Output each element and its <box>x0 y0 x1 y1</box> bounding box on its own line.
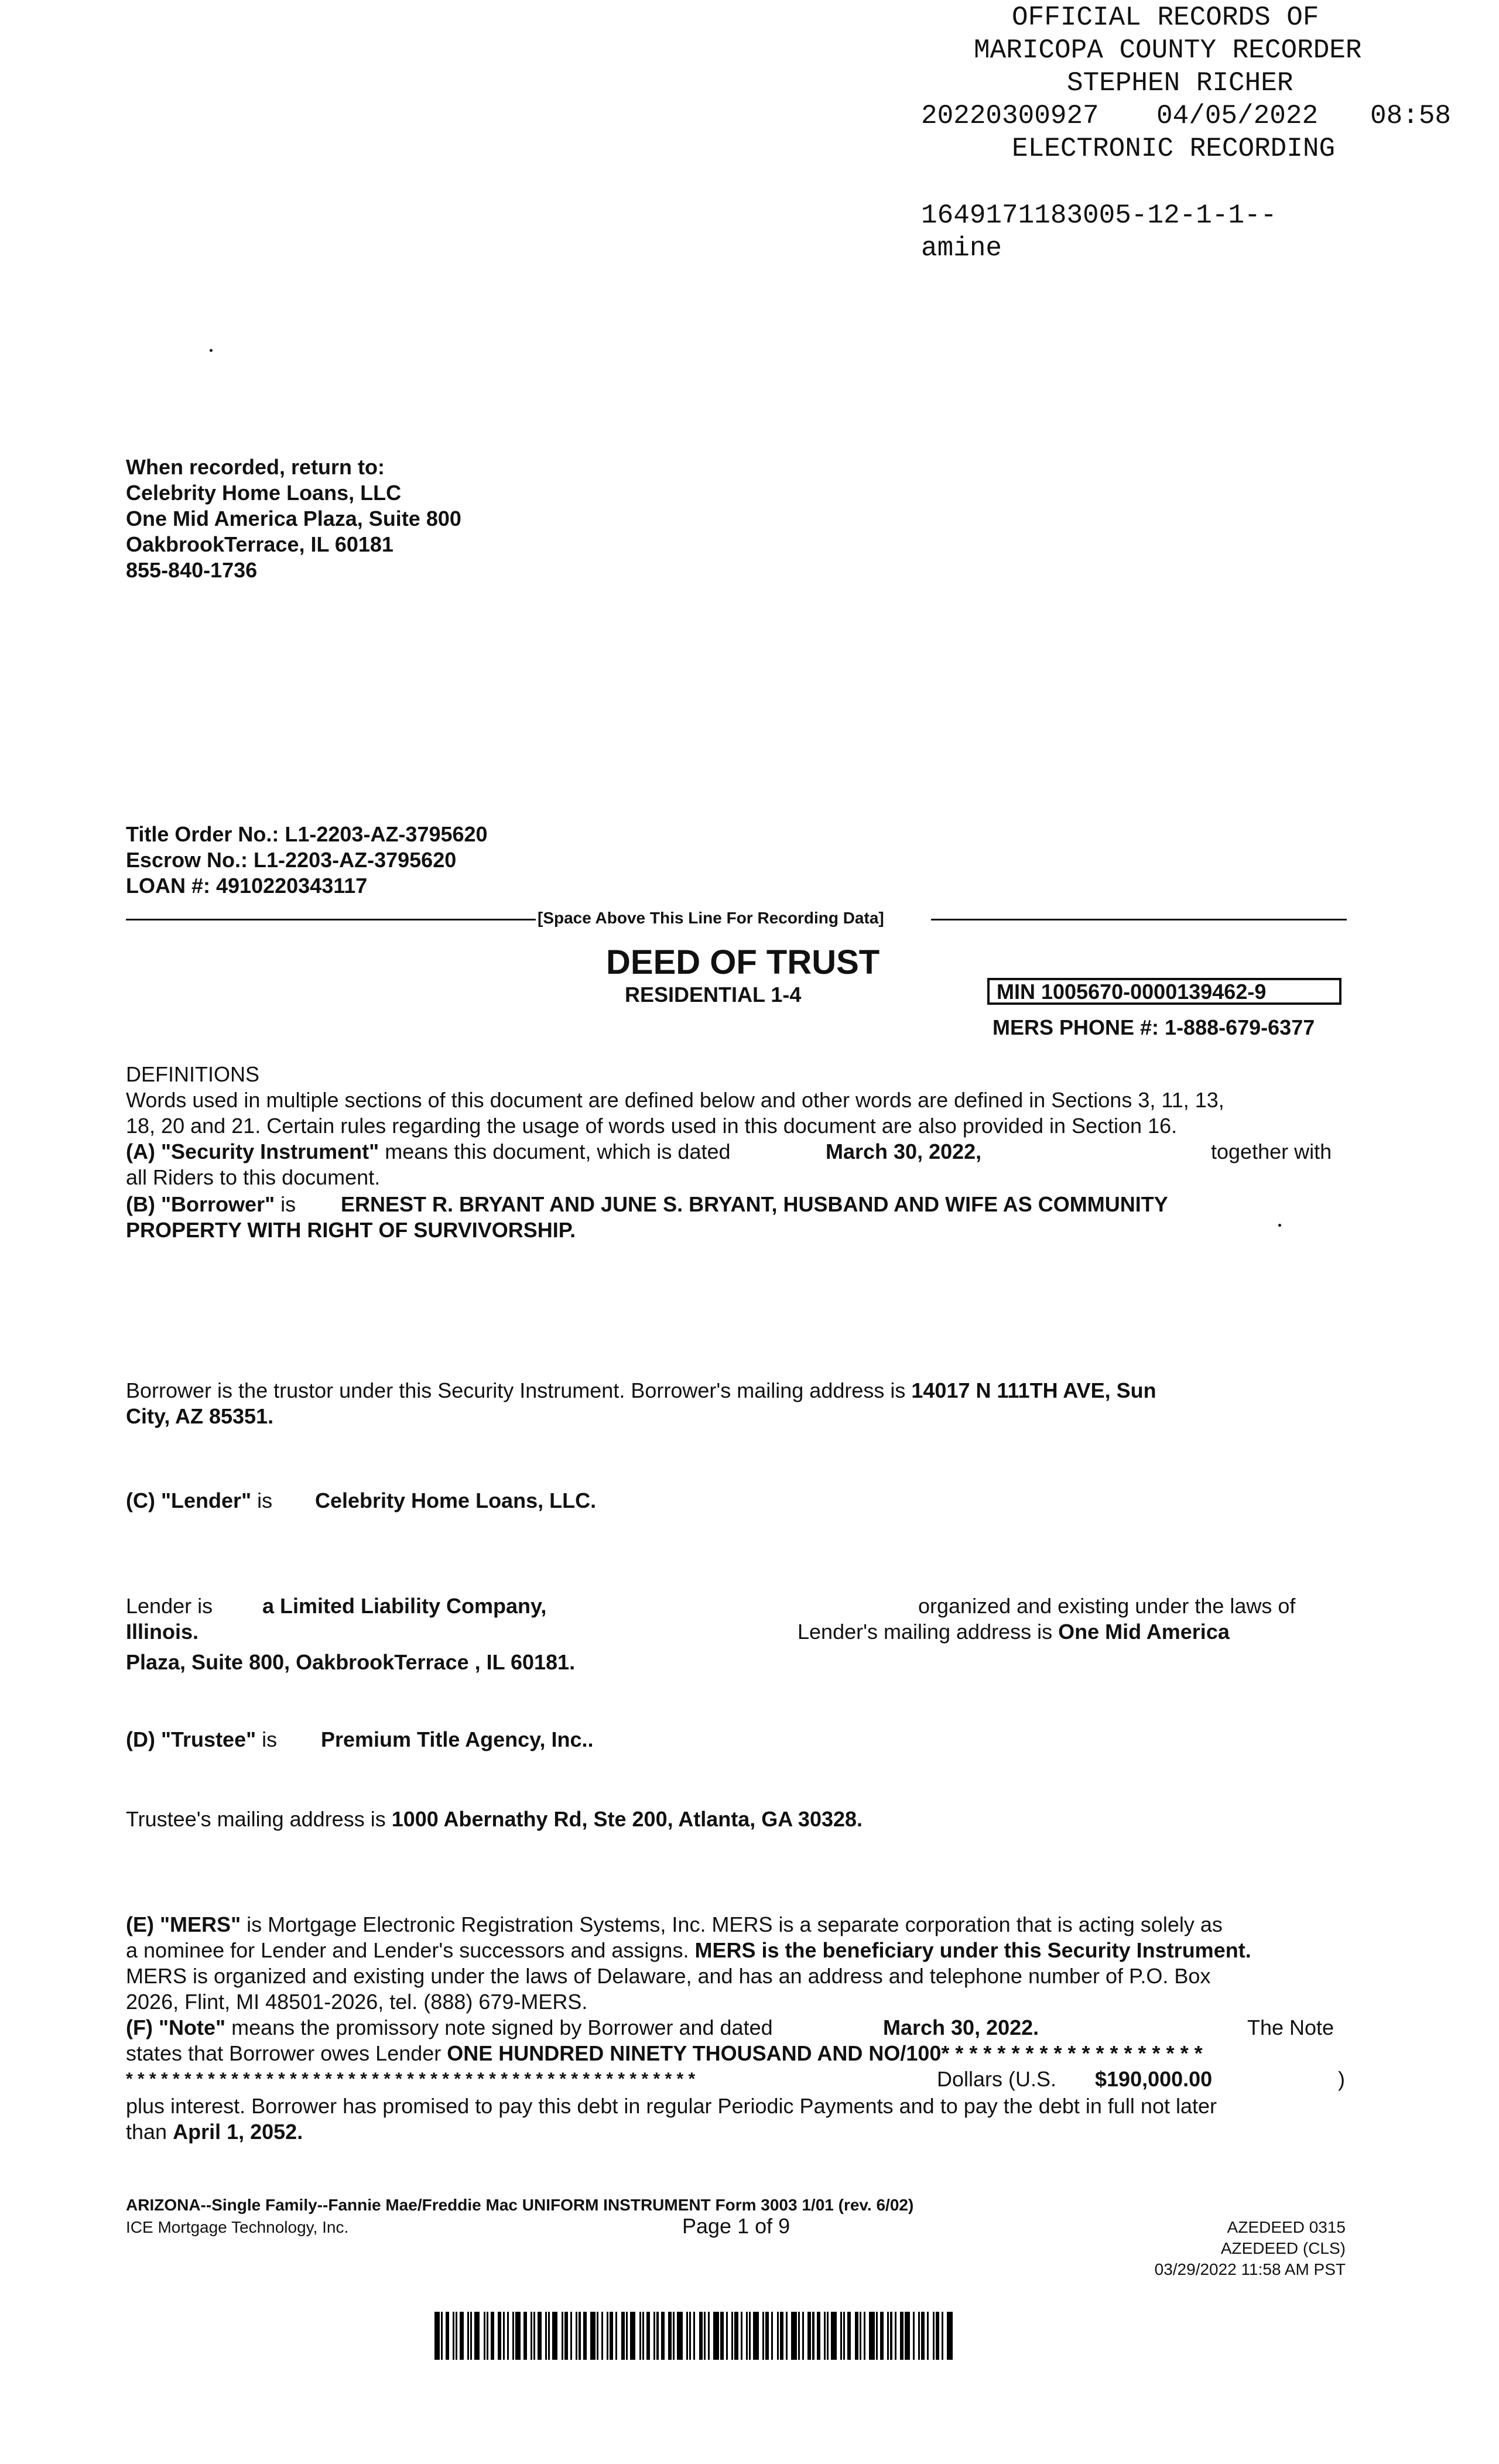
lender-is: Lender is <box>126 1594 213 1618</box>
owes-text: states that Borrower owes Lender <box>126 2041 447 2065</box>
definition-b <box>126 1191 296 1218</box>
barcode-bar <box>491 2312 494 2360</box>
definition-f-label: (F) "Note" <box>126 2015 226 2039</box>
barcode-bar <box>791 2312 796 2360</box>
barcode-bar <box>564 2312 568 2360</box>
recorder-stamp-line1: OFFICIAL RECORDS OF <box>1012 2 1319 33</box>
definition-e-line4: 2026, Flint, MI 48501-2026, tel. (888) 679-MERS. <box>126 1990 588 2014</box>
barcode-bar <box>689 2312 691 2360</box>
recorder-stamp-line3: STEPHEN RICHER <box>1067 68 1293 98</box>
borrower-name-1: ERNEST R. BRYANT AND JUNE S. BRYANT, HUSBAND AND WIFE AS COMMUNITY <box>341 1192 1168 1216</box>
footer-timestamp: 03/29/2022 11:58 AM PST <box>1154 2260 1346 2278</box>
footer-code-1: AZEDEED 0315 <box>1227 2218 1346 2236</box>
definition-c <box>126 1487 272 1514</box>
lender-state: Illinois. <box>126 1620 199 1644</box>
barcode-bar <box>562 2312 563 2360</box>
trustor-line <box>126 1377 1156 1404</box>
return-to-phone: 855-840-1736 <box>126 558 258 582</box>
recorder-operator: amine <box>921 233 1002 263</box>
barcode-bar <box>498 2312 501 2360</box>
footer-form-line: ARIZONA--Single Family--Fannie Mae/Freddie Mac UNIFORM INSTRUMENT Form 3003 1/01 (rev. 6/02) <box>126 2196 914 2214</box>
barcode-bar <box>708 2312 710 2360</box>
barcode-bar <box>668 2312 672 2360</box>
barcode-bar <box>661 2312 665 2360</box>
lender-address-2: Plaza, Suite 800, OakbrookTerrace , IL 60181. <box>126 1650 576 1674</box>
barcode-bar <box>552 2312 557 2360</box>
recorder-time: 08:58 <box>1370 101 1452 131</box>
borrower-address-1: 14017 N 111TH AVE, Sun <box>911 1378 1156 1402</box>
barcode-bar <box>741 2312 742 2360</box>
together-with: together with <box>1211 1139 1332 1163</box>
definition-a-label: (A) "Security Instrument" <box>126 1139 379 1163</box>
barcode-bar <box>905 2312 910 2360</box>
barcode-bar <box>921 2312 925 2360</box>
barcode-bar <box>734 2312 738 2360</box>
footer-code-2: AZEDEED (CLS) <box>1220 2239 1346 2257</box>
barcode-bar <box>855 2312 858 2360</box>
barcode-bar <box>470 2312 472 2360</box>
definition-d-is: is <box>256 1727 278 1751</box>
amount-close-paren: ) <box>1338 2067 1345 2091</box>
barcode-bar <box>507 2312 509 2360</box>
barcode-bar <box>840 2312 842 2360</box>
barcode-bar <box>512 2312 514 2360</box>
footer-page-number: Page 1 of 9 <box>682 2214 790 2238</box>
barcode-bar <box>746 2312 748 2360</box>
barcode-bar <box>460 2312 463 2360</box>
barcode-bar <box>523 2312 527 2360</box>
escrow-number: Escrow No.: L1-2203-AZ-3795620 <box>126 848 457 872</box>
return-to-address1: One Mid America Plaza, Suite 800 <box>126 507 461 531</box>
definition-a <box>126 1138 731 1165</box>
barcode-bar <box>693 2312 695 2360</box>
barcode-bar <box>817 2312 820 2360</box>
barcode-bar <box>798 2312 800 2360</box>
barcode-bar <box>548 2312 550 2360</box>
definitions-intro-2: 18, 20 and 21. Certain rules regarding the usage of words used in this document are also provided in Section 16. <box>126 1114 1178 1138</box>
definition-a-text: means this document, which is dated <box>379 1139 731 1163</box>
barcode-bar <box>597 2312 598 2360</box>
barcode-bar <box>933 2312 935 2360</box>
barcode-bar <box>538 2312 541 2360</box>
recorder-date: 04/05/2022 <box>1156 101 1319 131</box>
barcode-bar <box>615 2312 617 2360</box>
barcode-bar <box>864 2312 865 2360</box>
barcode-bar <box>576 2312 577 2360</box>
definition-b-is: is <box>275 1192 296 1216</box>
loan-amount: $190,000.00 <box>1095 2067 1213 2091</box>
definition-e-text: is Mortgage Electronic Registration Systems, Inc. MERS is a separate corporation that is acting solely as <box>241 1912 1223 1936</box>
lender-mailing-text: Lender's mailing address is <box>798 1620 1059 1644</box>
definition-d-label: (D) "Trustee" <box>126 1727 256 1751</box>
recorder-stamp-line2: MARICOPA COUNTY RECORDER <box>974 35 1362 66</box>
barcode-bar <box>890 2312 892 2360</box>
maturity-date: April 1, 2052. <box>173 2120 303 2144</box>
barcode-bar <box>771 2312 773 2360</box>
barcode-bar <box>876 2312 878 2360</box>
barcode-bar <box>780 2312 783 2360</box>
barcode-bar <box>446 2312 449 2360</box>
stray-dot-2 <box>1278 1224 1281 1227</box>
barcode-bar <box>847 2312 851 2360</box>
trustor-text: Borrower is the trustor under this Security Instrument. Borrower's mailing address is <box>126 1378 912 1402</box>
barcode-bar <box>869 2312 874 2360</box>
barcode-bar <box>831 2312 836 2360</box>
min-number-box: MIN 1005670-0000139462-9 <box>987 978 1341 1005</box>
barcode-bar <box>686 2312 688 2360</box>
document-title: DEED OF TRUST <box>606 943 880 981</box>
barcode-bar <box>607 2312 608 2360</box>
definition-e-line3: MERS is organized and existing under the laws of Delaware, and has an address and telephone number of P.O. Box <box>126 1964 1211 1988</box>
barcode-bar <box>936 2312 939 2360</box>
the-note: The Note <box>1247 2015 1334 2039</box>
dollars-label: Dollars (U.S. <box>937 2067 1057 2091</box>
definition-e-label: (E) "MERS" <box>126 1912 241 1936</box>
barcode-bar <box>860 2312 861 2360</box>
barcode-bar <box>441 2312 443 2360</box>
definition-d <box>126 1726 277 1753</box>
barcode-bar <box>453 2312 454 2360</box>
barcode-bar <box>487 2312 488 2360</box>
document-subtitle: RESIDENTIAL 1-4 <box>625 983 802 1007</box>
amount-in-words: ONE HUNDRED NINETY THOUSAND AND NO/100* * * * * * * * * * * * * * * * * * * <box>447 2041 1203 2065</box>
barcode-bar <box>621 2312 625 2360</box>
definition-c-is: is <box>251 1488 273 1512</box>
barcode-bar <box>895 2312 896 2360</box>
definition-f-line5 <box>126 2119 303 2145</box>
trustee-address: 1000 Abernathy Rd, Ste 200, Atlanta, GA 30328. <box>391 1807 863 1831</box>
recorder-batch-id: 1649171183005-12-1-1-- <box>921 200 1277 231</box>
barcode-bar <box>699 2312 703 2360</box>
definition-e-line2 <box>126 1937 1251 1964</box>
barcode-bar <box>610 2312 613 2360</box>
lender-mailing <box>798 1618 1230 1645</box>
barcode-bar <box>646 2312 650 2360</box>
barcode-bar <box>947 2312 952 2360</box>
barcode-bar <box>786 2312 788 2360</box>
barcode-bar <box>467 2312 469 2360</box>
barcode-bar <box>656 2312 658 2360</box>
barcode-bar <box>503 2312 505 2360</box>
barcode-bar <box>913 2312 915 2360</box>
definition-e-line1 <box>126 1911 1223 1938</box>
barcode-bar <box>900 2312 903 2360</box>
barcode-bar <box>843 2312 845 2360</box>
definitions-intro-1: Words used in multiple sections of this document are defined below and other words are defined in Sections 3, 11, 13, <box>126 1088 1224 1112</box>
return-to-address2: OakbrookTerrace, IL 60181 <box>126 532 393 556</box>
loan-number: LOAN #: 4910220343117 <box>126 874 368 898</box>
definition-b-label: (B) "Borrower" <box>126 1192 275 1216</box>
barcode-bar <box>630 2312 635 2360</box>
trustee-name: Premium Title Agency, Inc.. <box>321 1727 594 1751</box>
security-instrument-date: March 30, 2022, <box>826 1139 982 1163</box>
barcode-bar <box>653 2312 655 2360</box>
barcode-bar <box>812 2312 814 2360</box>
than-text: than <box>126 2120 173 2144</box>
barcode-bar <box>927 2312 929 2360</box>
definition-f-line2 <box>126 2040 1203 2067</box>
barcode-bar <box>531 2312 532 2360</box>
barcode-bar <box>601 2312 603 2360</box>
definition-f-line1 <box>126 2014 773 2041</box>
barcode-bar <box>887 2312 889 2360</box>
barcode-bar <box>720 2312 724 2360</box>
definition-f-text: means the promissory note signed by Borrower and dated <box>225 2015 773 2039</box>
document-barcode <box>434 2312 995 2360</box>
lender-organized: organized and existing under the laws of <box>918 1594 1296 1618</box>
recorder-record-number: 20220300927 <box>921 101 1099 131</box>
barcode-bar <box>749 2312 751 2360</box>
trustee-mailing <box>126 1806 863 1833</box>
stars-line: * * * * * * * * * * * * * * * * * * * * * * * * * * * * * * * * * * * * * * * * * * * * * * * * * <box>126 2069 696 2089</box>
return-to-heading: When recorded, return to: <box>126 455 385 479</box>
barcode-bar <box>642 2312 644 2360</box>
barcode-bar <box>731 2312 733 2360</box>
recording-line-left <box>126 919 536 920</box>
lender-name: Celebrity Home Loans, LLC. <box>315 1488 597 1512</box>
definition-c-label: (C) "Lender" <box>126 1488 252 1512</box>
barcode-bar <box>673 2312 675 2360</box>
barcode-bar <box>533 2312 535 2360</box>
barcode-bar <box>626 2312 628 2360</box>
barcode-bar <box>474 2312 480 2360</box>
footer-vendor: ICE Mortgage Technology, Inc. <box>126 2218 349 2236</box>
barcode-bar <box>456 2312 457 2360</box>
barcode-bar <box>824 2312 826 2360</box>
trustee-mailing-text: Trustee's mailing address is <box>126 1807 392 1831</box>
barcode-bar <box>827 2312 829 2360</box>
borrower-name-2: PROPERTY WITH RIGHT OF SURVIVORSHIP. <box>126 1218 576 1242</box>
barcode-bar <box>765 2312 769 2360</box>
barcode-bar <box>639 2312 641 2360</box>
barcode-bar <box>802 2312 804 2360</box>
return-to-name: Celebrity Home Loans, LLC <box>126 481 402 505</box>
recorder-stamp-line5: ELECTRONIC RECORDING <box>1012 134 1336 164</box>
barcode-bar <box>880 2312 884 2360</box>
barcode-bar <box>434 2312 440 2360</box>
barcode-bar <box>753 2312 758 2360</box>
mers-beneficiary: MERS is the beneficiary under this Security Instrument. <box>694 1938 1251 1962</box>
recording-line-right <box>931 919 1347 920</box>
lender-address-1: One Mid America <box>1058 1620 1230 1644</box>
definitions-heading: DEFINITIONS <box>126 1062 260 1086</box>
barcode-bar <box>726 2312 728 2360</box>
barcode-bar <box>545 2312 547 2360</box>
stray-dot <box>210 349 213 352</box>
barcode-bar <box>704 2312 706 2360</box>
barcode-bar <box>570 2312 572 2360</box>
barcode-bar <box>590 2312 596 2360</box>
barcode-bar <box>583 2312 587 2360</box>
barcode-bar <box>515 2312 521 2360</box>
barcode-bar <box>713 2312 718 2360</box>
lender-type: a Limited Liability Company, <box>262 1594 547 1618</box>
barcode-bar <box>484 2312 485 2360</box>
barcode-bar <box>579 2312 580 2360</box>
mers-phone: MERS PHONE #: 1-888-679-6377 <box>993 1015 1315 1039</box>
title-order-number: Title Order No.: L1-2203-AZ-3795620 <box>126 822 488 846</box>
definition-f-line4: plus interest. Borrower has promised to pay this debt in regular Periodic Payments and to pay the debt in full not later <box>126 2094 1217 2118</box>
definition-e-nominee: a nominee for Lender and Lender's successors and assigns. <box>126 1938 695 1962</box>
borrower-address-2: City, AZ 85351. <box>126 1404 274 1428</box>
note-date: March 30, 2022. <box>883 2015 1039 2039</box>
barcode-bar <box>942 2312 943 2360</box>
barcode-bar <box>918 2312 920 2360</box>
barcode-bar <box>807 2312 811 2360</box>
barcode-bar <box>762 2312 764 2360</box>
barcode-bar <box>677 2312 682 2360</box>
definition-a-line2: all Riders to this document. <box>126 1165 381 1189</box>
space-above-label: [Space Above This Line For Recording Data] <box>538 909 884 927</box>
barcode-bar <box>777 2312 779 2360</box>
